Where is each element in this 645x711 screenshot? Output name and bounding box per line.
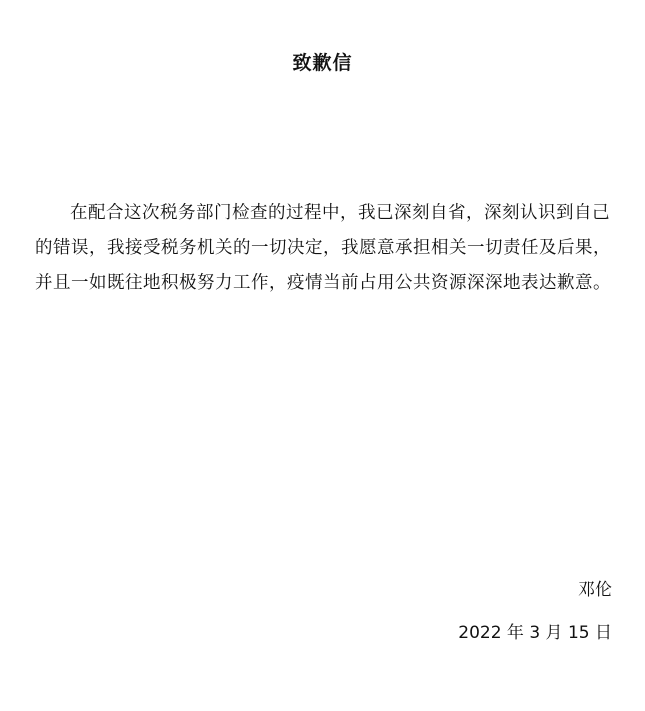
letter-signature: 邓伦 xyxy=(578,580,612,600)
letter-body: 在配合这次税务部门检查的过程中，我已深刻自省，深刻认识到自己的错误，我接受税务机关的一切决定，我愿意承担相关一切责任及后果，并且一如既往地积极努力工作，疫情当前占用公共资源深深地表达歉意。 xyxy=(35,203,611,293)
letter-title: 致歉信 xyxy=(292,52,353,74)
letter-date: 2022 年 3 月 15 日 xyxy=(458,623,612,643)
